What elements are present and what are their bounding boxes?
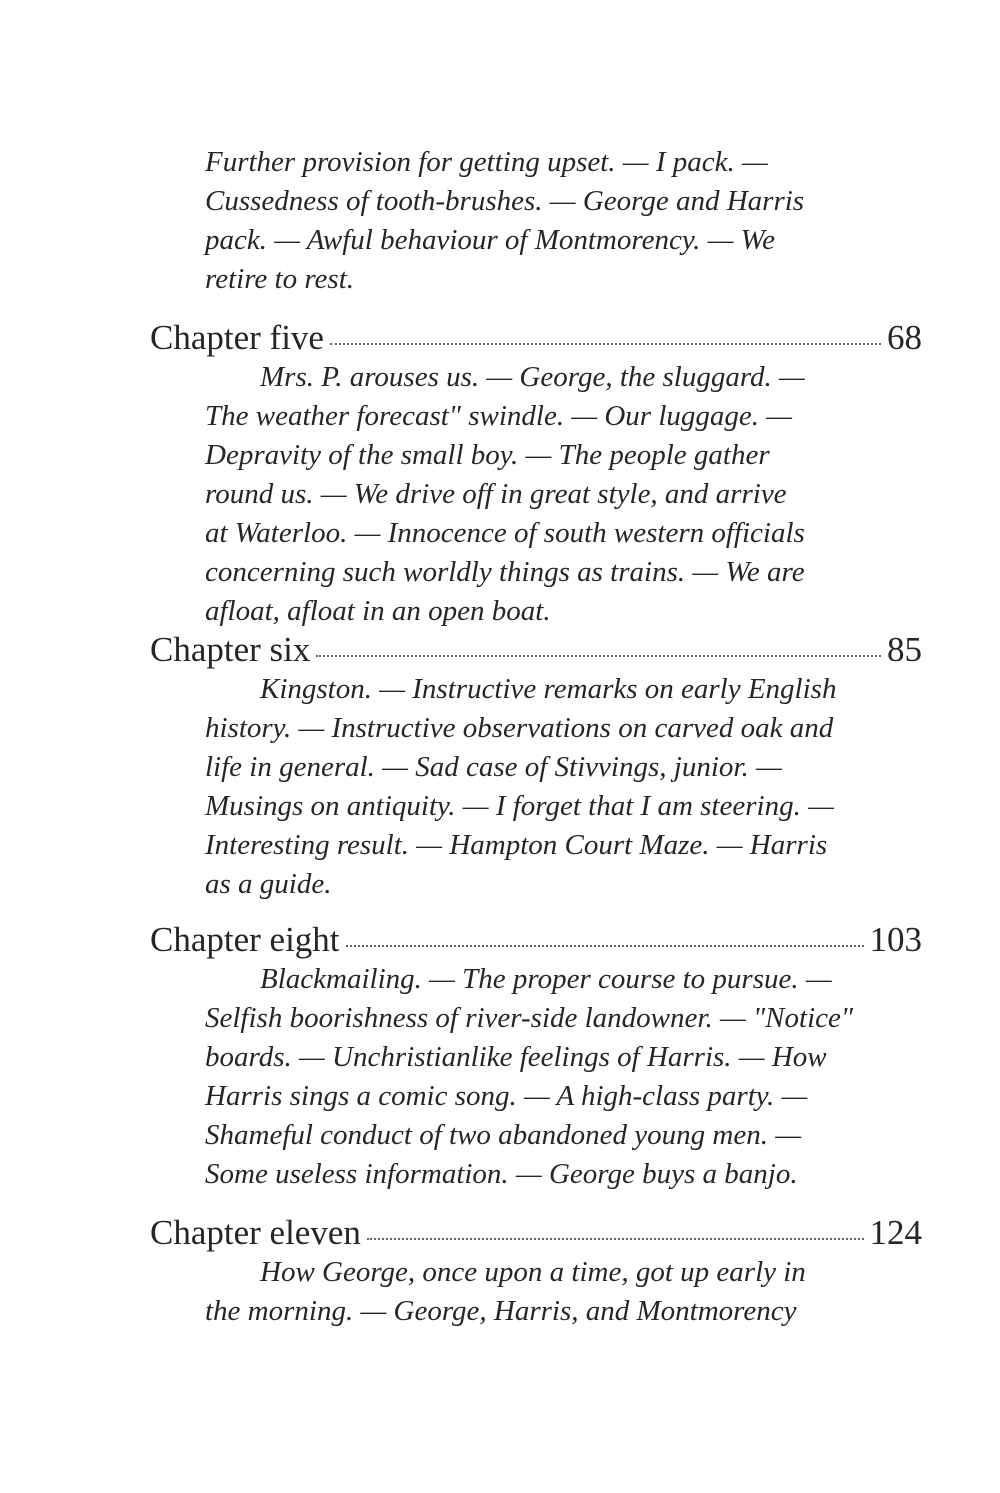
- dot-leader: [367, 1238, 864, 1240]
- dot-leader: [330, 343, 881, 345]
- description-line: Cussedness of tooth-brushes. — George and Harris: [205, 185, 805, 217]
- description-line: pack. — Awful behaviour of Montmorency. — We: [205, 224, 776, 256]
- description-line: round us. — We drive off in great style, and arrive: [205, 478, 787, 510]
- description-line: life in general. — Sad case of Stivvings, junior. —: [205, 751, 782, 783]
- toc-entry-chapter-eleven: [150, 1213, 922, 1331]
- description-line: as a guide.: [205, 868, 332, 900]
- chapter-title: Chapter eleven: [150, 1213, 361, 1252]
- toc-heading[interactable]: [150, 1213, 922, 1253]
- description-line: The weather forecast" swindle. — Our luggage. —: [205, 400, 793, 432]
- description-line: Interesting result. — Hampton Court Maze. — Harris: [205, 829, 828, 861]
- description-line: Selfish boorishness of river-side landowner. — "Notice": [205, 1002, 854, 1034]
- description-line: boards. — Unchristianlike feelings of Harris. — How: [205, 1041, 827, 1073]
- description-line: afloat, afloat in an open boat.: [205, 595, 551, 627]
- dot-leader: [346, 945, 864, 947]
- dot-leader: [316, 655, 881, 657]
- page-number: 103: [869, 920, 922, 959]
- description-line: Some useless information. — George buys a banjo.: [205, 1158, 798, 1190]
- chapter-title: Chapter five: [150, 318, 324, 357]
- description-line: Mrs. P. arouses us. — George, the sluggard. —: [260, 361, 805, 393]
- description-line: concerning such worldly things as trains. — We are: [205, 556, 805, 588]
- description-line: Kingston. — Instructive remarks on early English: [260, 673, 837, 705]
- chapter-title: Chapter eight: [150, 920, 340, 959]
- chapter-title: Chapter six: [150, 630, 311, 669]
- description-line: history. — Instructive observations on carved oak and: [205, 712, 834, 744]
- page-number: 124: [869, 1213, 922, 1252]
- description-line: Blackmailing. — The proper course to pursue. —: [260, 963, 832, 995]
- toc-entry-chapter-six: [150, 630, 922, 904]
- toc-entry-chapter-five: [150, 318, 922, 631]
- chapter-description: [150, 1253, 868, 1331]
- page-number: 68: [887, 318, 922, 357]
- description-line: Shameful conduct of two abandoned young men. —: [205, 1119, 802, 1151]
- toc-heading[interactable]: [150, 630, 922, 670]
- toc-entry-chapter-eight: [150, 920, 922, 1194]
- description-line: Harris sings a comic song. — A high-class party. —: [205, 1080, 808, 1112]
- description-text: [150, 143, 868, 299]
- description-line: Further provision for getting upset. — I pack. —: [205, 146, 768, 178]
- page-number: 85: [887, 630, 922, 669]
- description-line: the morning. — George, Harris, and Montmorency: [205, 1295, 797, 1327]
- chapter-description: [150, 358, 868, 631]
- continued-description: [150, 143, 922, 299]
- chapter-description: [150, 670, 868, 904]
- description-line: at Waterloo. — Innocence of south western officials: [205, 517, 805, 549]
- toc-heading[interactable]: [150, 318, 922, 358]
- description-line: Musings on antiquity. — I forget that I am steering. —: [205, 790, 834, 822]
- description-line: retire to rest.: [205, 263, 355, 295]
- chapter-description: [150, 960, 868, 1194]
- description-line: Depravity of the small boy. — The people gather: [205, 439, 770, 471]
- toc-heading[interactable]: [150, 920, 922, 960]
- description-line: How George, once upon a time, got up early in: [260, 1256, 806, 1288]
